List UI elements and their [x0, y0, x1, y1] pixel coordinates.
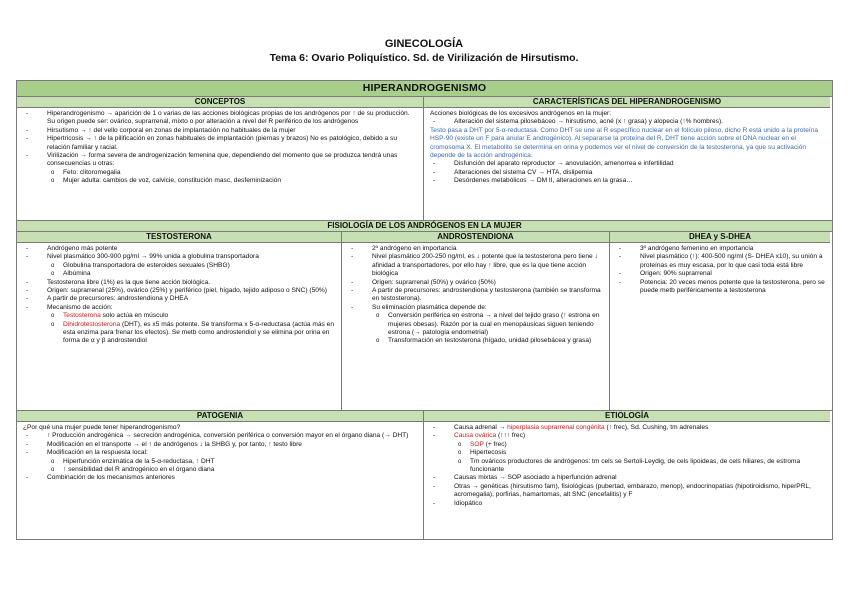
conceptos-list: [23, 110, 419, 186]
item-text: Testo pasa a DHT por 5-α-reductasa. Como DHT se une al R específico nuclear en el folículo piloso, dicho R está unido a la proteína HSP-90 (existe un F para anular E androgénico). Al separarse la proteína del R, DHT tiene acción sobre el DNA nuclear en el cromosoma X. El metabolito se determina en orina y podemos ver el nivel de conversión de la testosterona, ya que su activación depende de la acción androgénica.: [430, 126, 819, 160]
item-text: Hiperfunción enzimática de la 5-α-reductasa, ↑ DHT: [63, 457, 215, 465]
list-item: [430, 118, 826, 126]
item-text: Nivel plasmático (↑): 400-500 ng/ml (S- DHEA x10), su unión a proteínas es muy escasa, por lo que casi toda está libre: [640, 253, 823, 269]
hiperandrogenismo-table: [16, 80, 833, 540]
item-text: Mujer adulta: cambios de voz, calvicie, constitución masc, desfeminización: [63, 177, 282, 185]
list-item: [23, 474, 419, 482]
item-text: Nivel plasmático 200-250 ng/ml, es ↓ potente que la testosterona pero tiene ↓ afinidad a transportadores, por ello hay ↑ libre, que es la que tiene acción biológica: [372, 253, 598, 278]
list-item: [23, 321, 337, 346]
dhea-heading: DHEA y S-DHEA: [610, 232, 830, 243]
item-text: Mecanismo de acción:: [47, 303, 113, 311]
highlight-term: hiperplasia suprarrenal congénita: [507, 424, 605, 431]
list-item: [430, 177, 826, 185]
item-text: Desórdenes metabólicos → DM II, alteraciones en la grasa…: [454, 177, 633, 185]
item-text: ↑ Producción androgénica → secreción androgénica, conversión periférica o conversión mayor en el órgano diana (→ DHT): [47, 432, 409, 440]
item-text: Tm ováricos productores de andrógenos: tm cels se Sertoli-Leydig, de cels lipoideas, de cels hiliares, de estroma funcionante: [470, 457, 801, 474]
item-text: Origen: 90% suprarrenal: [640, 270, 712, 278]
list-item: [348, 279, 605, 287]
item-text: Modificación en la respuesta local:: [47, 449, 148, 457]
item-text: Origen: suprarrenal (50%) y ovárico (50%): [372, 278, 496, 286]
androstendiona-body: [342, 243, 609, 410]
item-text: Alteración del sistema pilosebáceo → hirsutismo, acné (x ↑ grasa) y alopecia (↑% hombres).: [454, 118, 723, 126]
list-item: [23, 127, 419, 135]
item-text: Origen: suprarrenal (25%), ovárico (25%) y periférico (piel, hígado, tejido adiposo o SNC) (50%): [47, 287, 327, 295]
list-item: [430, 500, 826, 508]
list-item: [430, 449, 826, 457]
patogenia-column: [17, 411, 424, 539]
etiologia-heading: ETIOLOGÍA: [424, 411, 830, 422]
etiologia-body: [424, 422, 830, 539]
list-item: [23, 135, 419, 152]
list-item: [23, 295, 337, 303]
fisiologia-heading: FISIOLOGÍA DE LOS ANDRÓGENOS EN LA MUJER: [17, 221, 832, 232]
list-item: [430, 432, 826, 440]
caracteristicas-intro: Acciones biológicas de los excesivos andrógenos en la mujer:: [430, 110, 612, 117]
item-text: Transformación en testosterona (hígado, unidad pilosebácea y grasa): [388, 337, 592, 345]
testosterona-column: [17, 232, 342, 410]
androstendiona-column: [342, 232, 610, 410]
patogenia-intro: ¿Por qué una mujer puede tener hiperandrogenismo?: [23, 424, 181, 431]
androstendiona-heading: ANDROSTENDIONA: [342, 232, 609, 243]
androstendiona-list: [348, 245, 605, 346]
list-item: [430, 458, 826, 475]
conceptos-heading: CONCEPTOS: [17, 97, 423, 108]
item-text: Nivel plasmático 300-900 pg/ml → 99% unida a globulina transportadora: [47, 253, 259, 261]
list-item: [348, 287, 605, 304]
conceptos-column: [17, 97, 424, 220]
list-item: [23, 177, 419, 185]
list-item: [23, 304, 337, 312]
list-item: [430, 441, 826, 449]
list-item: [23, 169, 419, 177]
list-item: [23, 253, 337, 261]
list-item: [616, 279, 826, 296]
list-item: [23, 432, 419, 440]
document-subtitle: Tema 6: Ovario Poliquístico. Sd. de Virilización de Hirsutismo.: [269, 52, 579, 64]
list-item: [348, 312, 605, 337]
item-text: A partir de precursores: androstendiona y testosterona (también se transforma en testosterona).: [372, 287, 601, 303]
list-item: [430, 474, 826, 482]
conceptos-body: [17, 108, 423, 220]
item-text: Su eliminación plasmática depende de:: [372, 303, 487, 311]
etiologia-column: [424, 411, 830, 539]
item-text: Potencia: 20 veces menos potente que la testosterona, pero se puede metb periféricamente a testosterona: [640, 278, 825, 295]
item-text: Testosterona libre (1%) es la que tiene acción biológica.: [47, 278, 211, 286]
patogenia-heading: PATOGENIA: [17, 411, 423, 422]
item-text: Combinación de los mecanismos anteriores: [47, 474, 175, 482]
testosterona-body: [17, 243, 341, 410]
list-item: [348, 304, 605, 312]
item-text: ↑ sensibilidad del R androgénico en el órgano diana: [63, 466, 215, 474]
list-item: [23, 279, 337, 287]
document-title: GINECOLOGÍA: [384, 38, 464, 50]
item-text: Albúmina: [63, 270, 91, 278]
caracteristicas-column: [424, 97, 830, 220]
dhea-list: [616, 245, 826, 295]
list-item: [616, 270, 826, 278]
caracteristicas-heading: CARACTERÍSTICAS DEL HIPERANDROGENISMO: [424, 97, 830, 108]
list-item: [23, 110, 419, 127]
highlight-term: Dihidrotestosterona: [63, 320, 121, 328]
item-text: (↑ frec), Sd. Cushing, tm adrenales: [604, 424, 709, 431]
patogenia-list: [23, 432, 419, 482]
dhea-body: [610, 243, 830, 410]
item-text: Virilización → forma severa de androgenización femenina que, dependiendo del momento que se produzca tendrá unas consecuencias u otras:: [47, 152, 398, 168]
list-item: [348, 245, 605, 253]
list-item: [23, 287, 337, 295]
item-text: Modificación en el transporte → el ↑ de andrógenos ↓ la SHBG y, por tanto, ↑ testo libre: [47, 440, 302, 448]
dhea-column: [610, 232, 830, 410]
item-prefix: Causa adrenal →: [454, 424, 508, 431]
testosterona-heading: TESTOSTERONA: [17, 232, 341, 243]
item-text: Hipertricosis → ↑ de la pilificación en zonas habituales de implantación (piernas y brazos) No es patológico, debido a su relación familiar y racial.: [47, 135, 398, 151]
row-fisiologia: [17, 232, 832, 411]
item-text: Hiperandrogenismo → aparición de 1 o varias de las acciones biológicas propias de los andrógenos por ↑ de su producción. Su origen puede ser: ovárico, suprarrenal, mixto o por alteración a nivel del R periférico de los andrógenos: [47, 110, 410, 126]
list-item: [23, 466, 419, 474]
list-item: [430, 483, 826, 500]
item-text: Otras → genéticas (hirsutismo fam), fisiológicas (pubertad, embarazo, menop), endocrinopatías (hipotiroidismo, hiperPRL, acromegalia), porfirias, hamartomas, alt SNC (encefalitis) y F: [454, 482, 811, 499]
item-text: Globulina transportadora de esteroides sexuales (SHBG): [63, 261, 230, 269]
highlight-term: SOP: [470, 440, 484, 448]
patogenia-body: [17, 422, 423, 539]
item-text: Conversión periférica en estrona → a nivel del tejido graso (↑ estrona en mujeres obesas). Razón por la cual en menopáusicas siguen teniendo estrona (→ patología endometrial): [388, 312, 600, 337]
item-text: Andrógeno más potente: [47, 245, 118, 252]
row-patogenia: [17, 411, 832, 539]
item-text: Hipertecosis: [470, 449, 507, 457]
list-item: [348, 253, 605, 278]
caracteristicas-body: [424, 108, 830, 220]
item-text: (+ frec): [483, 440, 507, 448]
list-item: [348, 337, 605, 345]
list-item: [430, 127, 826, 161]
main-title: HIPERANDROGENISMO: [17, 81, 832, 97]
item-text: Feto: clitoromegalia: [63, 168, 121, 176]
item-text: (DHT), es x5 más potente. Se transforma x 5-α-reductasa (actúa más en esta enzima para frenar los efectos). Se metb como androstendiol y se elimina por orina en forma de α y β androstendiol: [63, 320, 334, 345]
list-item: [23, 262, 337, 270]
list-item: [616, 245, 826, 253]
row-conceptos: [17, 97, 832, 221]
list-item: [430, 160, 826, 168]
item-text: 3º andrógeno femenino en importancia: [640, 245, 754, 252]
item-text: (↑↑↑ frec): [496, 432, 526, 440]
item-text: A partir de precursores: androstendiona y DHEA: [47, 295, 189, 303]
list-item: [23, 449, 419, 457]
item-text: solo actúa en músculo: [100, 312, 169, 320]
list-item: [430, 424, 826, 432]
etiologia-list: [430, 424, 826, 508]
list-item: [23, 245, 337, 253]
caracteristicas-list: [430, 118, 826, 185]
list-item: [23, 312, 337, 320]
item-text: Idiopático: [454, 499, 483, 507]
item-text: Hirsutismo → ↑ del vello corporal en zonas de implantación no habituales de la mujer: [47, 126, 296, 134]
list-item: [23, 441, 419, 449]
highlight-term: Causa ovárica: [454, 432, 497, 440]
item-text: Disfunción del aparato reproductor → anovulación, amenorrea e infertilidad: [454, 160, 674, 168]
list-item: [23, 458, 419, 466]
item-text: Alteraciones del sistema CV → HTA, dislipemia: [454, 168, 593, 176]
list-item: [616, 253, 826, 270]
testosterona-list: [23, 245, 337, 346]
highlight-term: Testosterona: [63, 312, 101, 320]
item-text: 2º andrógeno en importancia: [372, 245, 457, 252]
list-item: [430, 169, 826, 177]
list-item: [23, 152, 419, 169]
list-item: [23, 270, 337, 278]
item-text: Causas mixtas → SOP asociado a hiperfunción adrenal: [454, 474, 617, 482]
